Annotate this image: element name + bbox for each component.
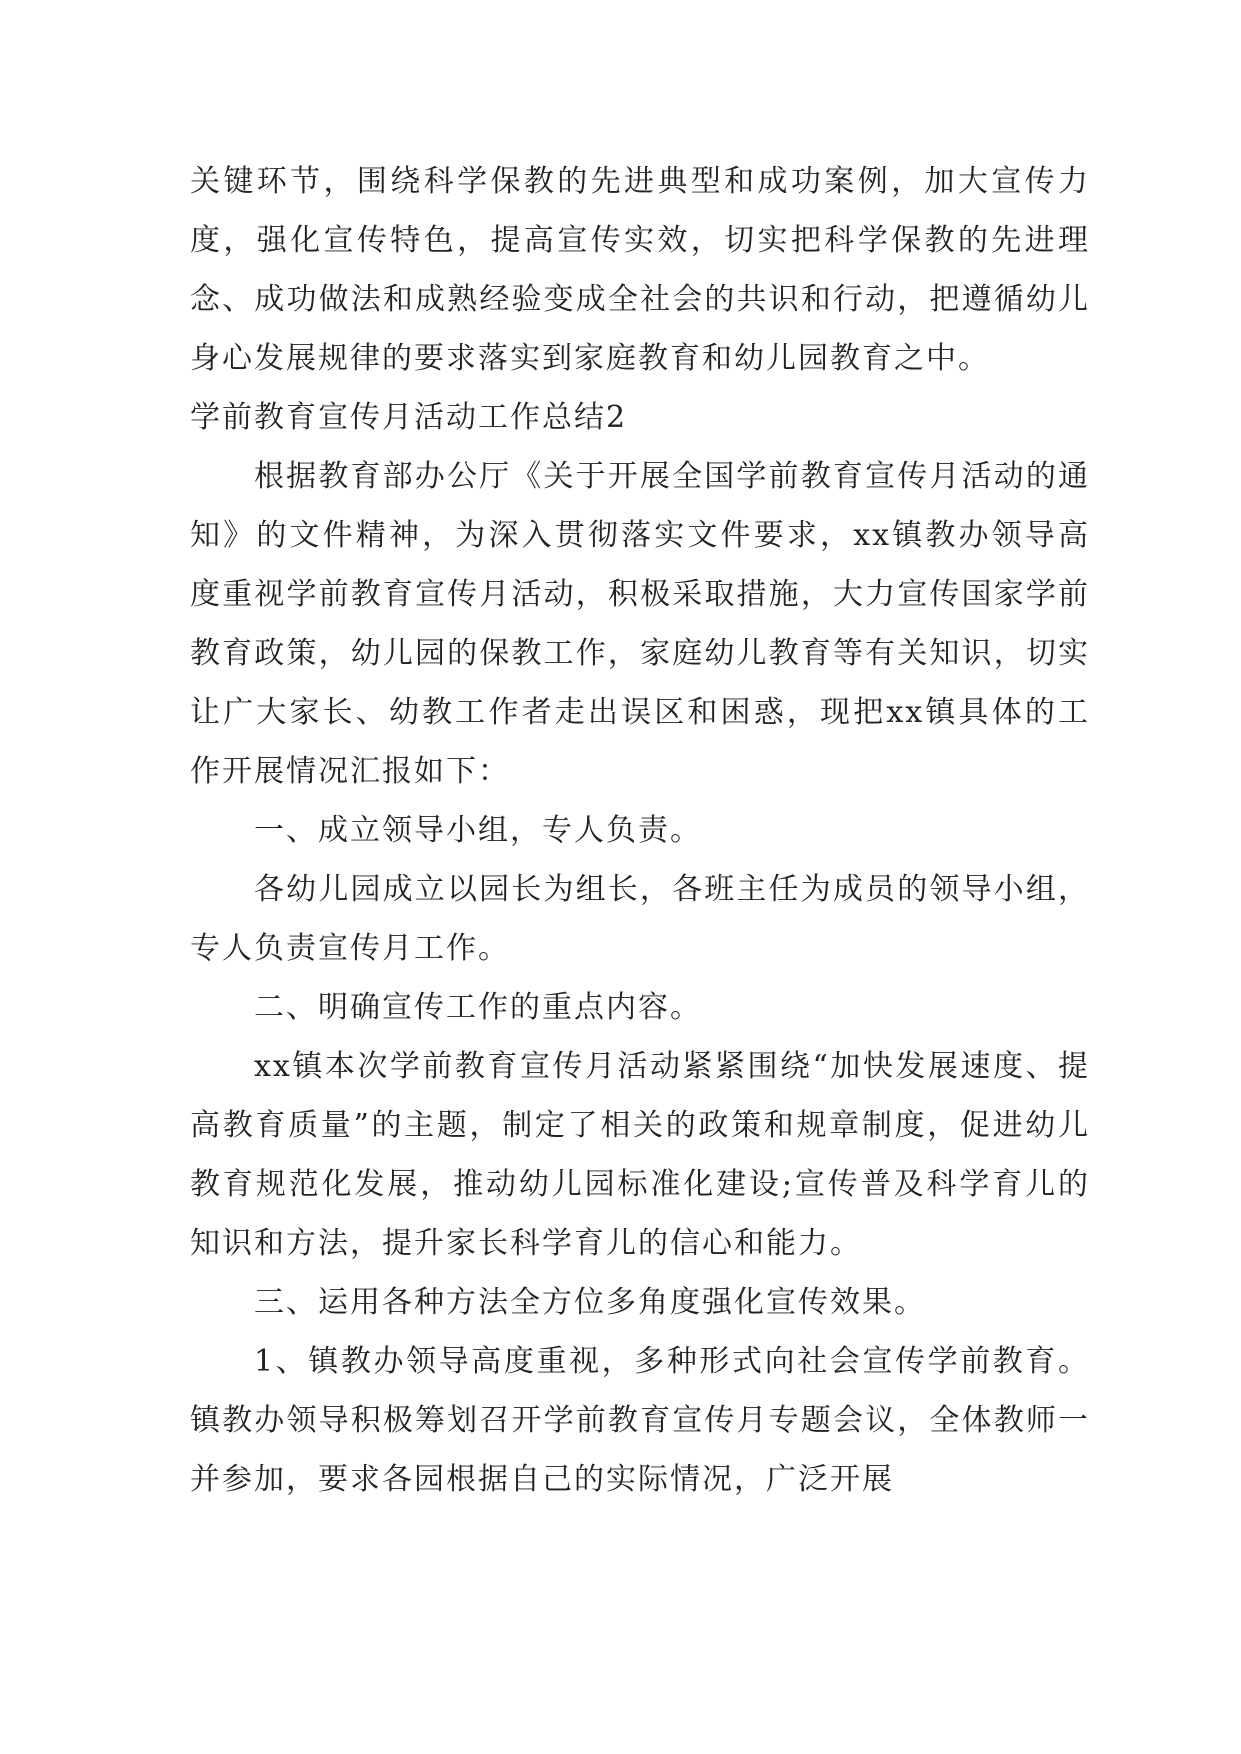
paragraph-focus: xx镇本次学前教育宣传月活动紧紧围绕“加快发展速度、提高教育质量”的主题，制定了相关的政策和规章制度，促进幼儿教育规范化发展，推动幼儿园标准化建设;宣传普及科学育儿的知识和方法，提升家长科学育儿的信心和能力。 (190, 1049, 1090, 1261)
paragraph-heading-3: 三、运用各种方法全方位多角度强化宣传效果。 (254, 1285, 926, 1320)
paragraph-heading-2: 二、明确宣传工作的重点内容。 (254, 990, 702, 1025)
paragraph-heading-1: 一、成立领导小组，专人负责。 (254, 813, 702, 848)
document-body (190, 152, 1090, 1509)
section-title: 学前教育宣传月活动工作总结2 (190, 400, 628, 435)
paragraph-methods: 1、镇教办领导高度重视，多种形式向社会宣传学前教育。镇教办领导积极筹划召开学前教育宣传月专题会议，全体教师一并参加，要求各园根据自己的实际情况，广泛开展 (190, 1344, 1090, 1497)
continuation-paragraph: 关键环节，围绕科学保教的先进典型和成功案例，加大宣传力度，强化宣传特色，提高宣传实效，切实把科学保教的先进理念、成功做法和成熟经验变成全社会的共识和行动，把遵循幼儿身心发展规律的要求落实到家庭教育和幼儿园教育之中。 (190, 164, 1090, 376)
paragraph-intro: 根据教育部办公厅《关于开展全国学前教育宣传月活动的通知》的文件精神，为深入贯彻落实文件要求，xx镇教办领导高度重视学前教育宣传月活动，积极采取措施，大力宣传国家学前教育政策，幼儿园的保教工作，家庭幼儿教育等有关知识，切实让广大家长、幼教工作者走出误区和困惑，现把xx镇具体的工作开展情况汇报如下： (190, 459, 1090, 789)
paragraph-leadership: 各幼儿园成立以园长为组长，各班主任为成员的领导小组，专人负责宣传月工作。 (190, 872, 1090, 966)
